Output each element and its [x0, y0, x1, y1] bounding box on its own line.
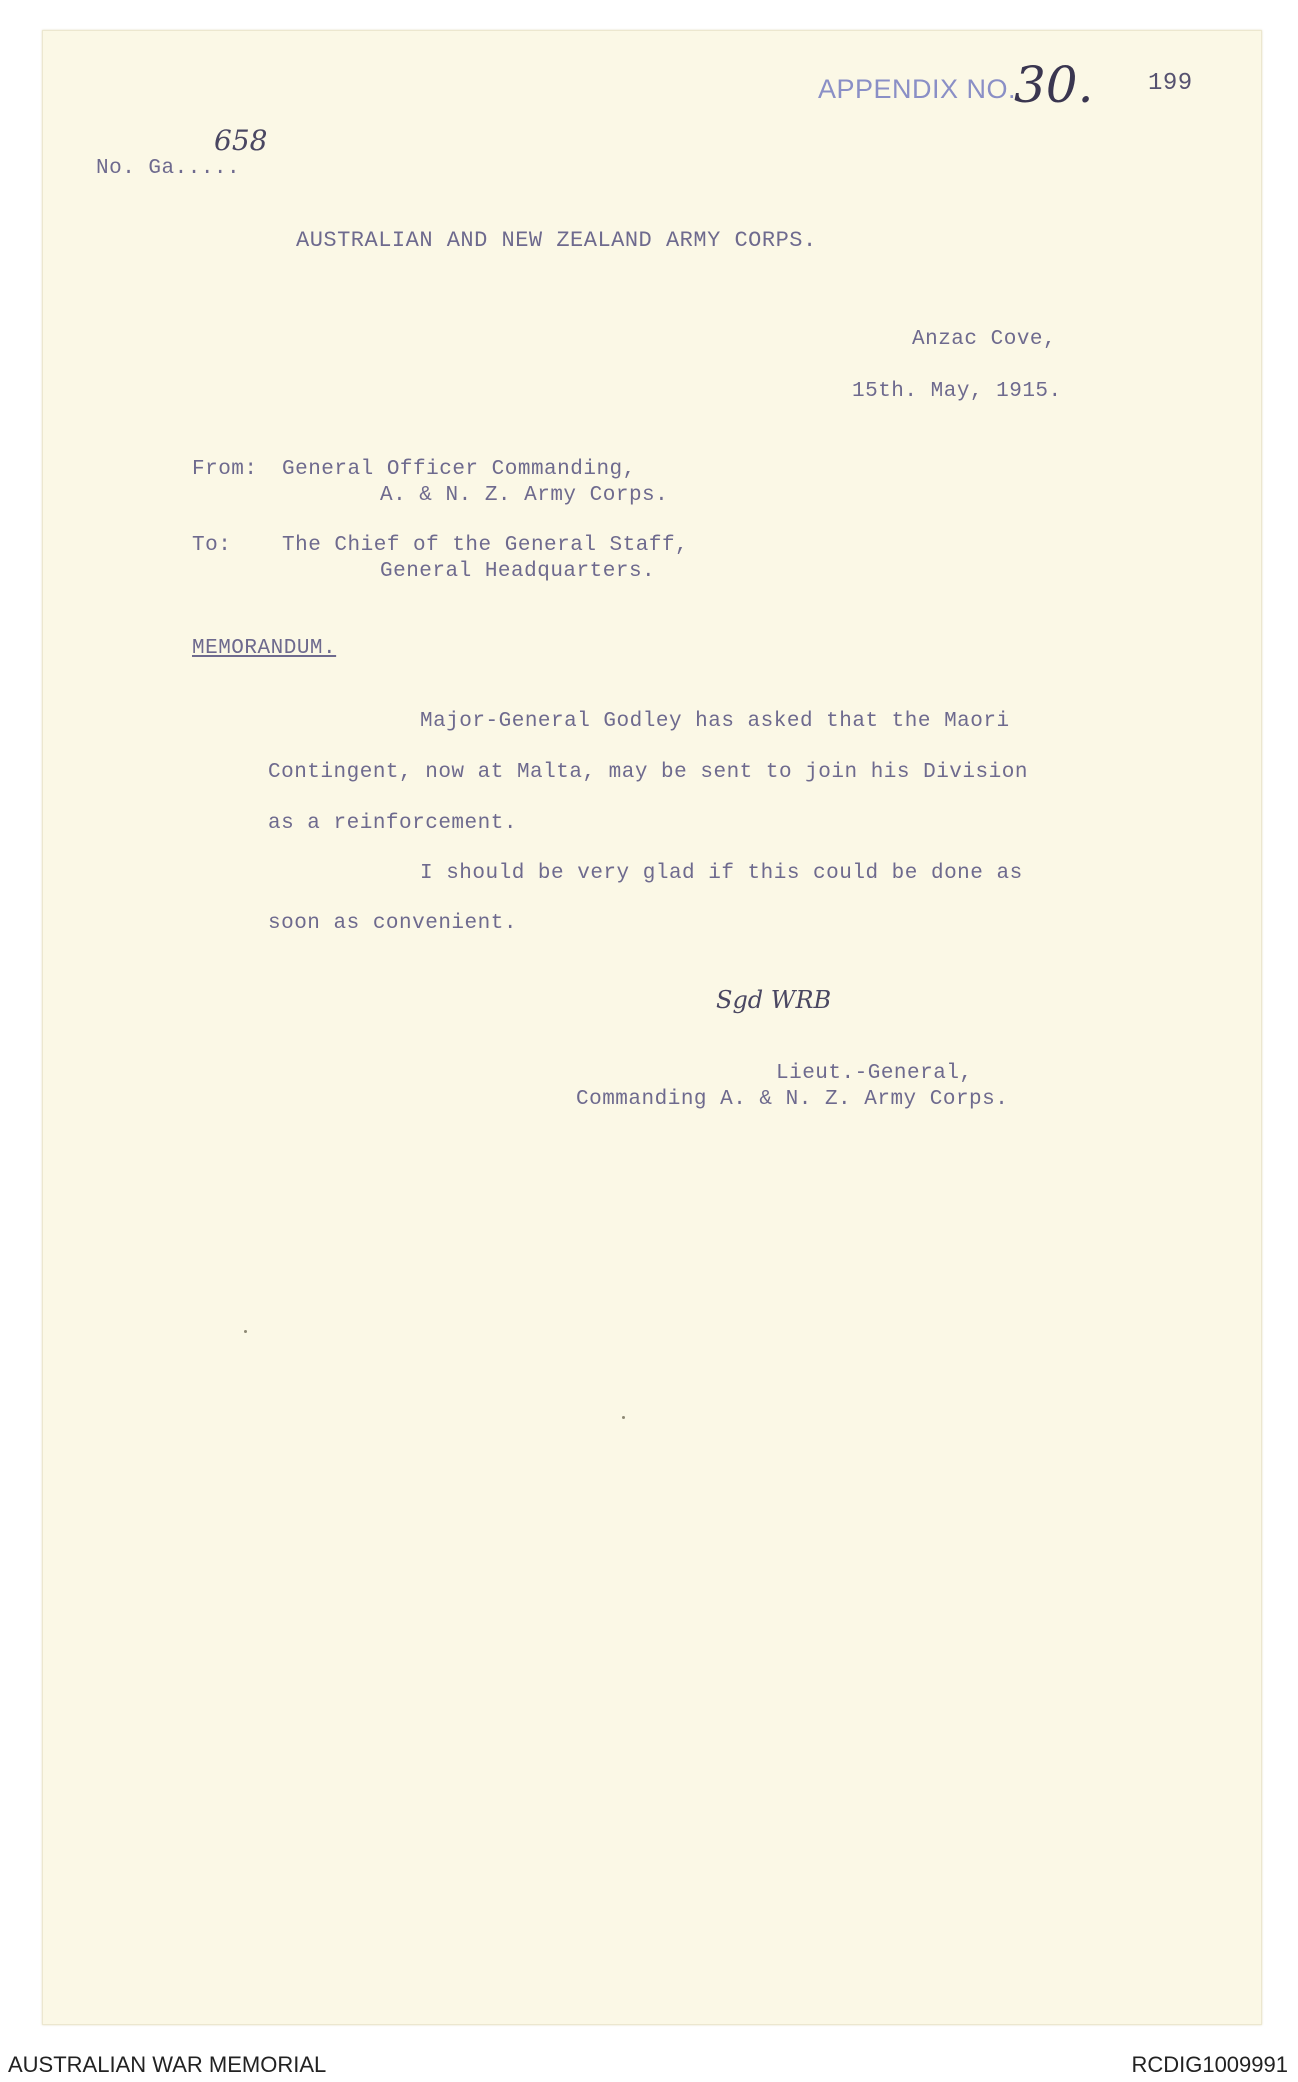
handwritten-signature: Sgd WRB — [716, 986, 832, 1014]
to-line-1: The Chief of the General Staff, — [282, 534, 689, 557]
place: Anzac Cove, — [912, 328, 1057, 351]
appendix-stamp-label: APPENDIX NO. — [818, 74, 1017, 104]
organisation-heading: AUSTRALIAN AND NEW ZEALAND ARMY CORPS. — [296, 228, 817, 253]
footer-catalogue-id: RCDIG1009991 — [1131, 2052, 1288, 2077]
memorandum-heading: MEMORANDUM. — [192, 637, 337, 660]
footer-institution: AUSTRALIAN WAR MEMORIAL — [8, 2052, 327, 2077]
reference-prefix: No. Ga..... — [96, 157, 241, 180]
body-paragraph-2-line-1: I should be very glad if this could be done as — [420, 862, 1023, 885]
from-line-2: A. & N. Z. Army Corps. — [380, 484, 669, 507]
paper-speck — [622, 1416, 625, 1419]
from-label: From: — [192, 458, 258, 481]
date: 15th. May, 1915. — [852, 380, 1062, 403]
appendix-number: 30. — [1014, 56, 1094, 114]
to-label: To: — [192, 534, 232, 557]
body-paragraph-1-line-2: Contingent, now at Malta, may be sent to join his Division — [268, 761, 1028, 784]
paper-speck — [244, 1330, 247, 1333]
body-paragraph-1-line-3: as a reinforcement. — [268, 812, 517, 835]
body-paragraph-1-line-1: Major-General Godley has asked that the Maori — [420, 710, 1010, 733]
signatory-title: Commanding A. & N. Z. Army Corps. — [576, 1088, 1009, 1111]
page-number: 199 — [1148, 70, 1193, 97]
signatory-rank: Lieut.-General, — [776, 1062, 973, 1085]
reference-number: 658 — [214, 124, 268, 157]
from-line-1: General Officer Commanding, — [282, 458, 636, 481]
body-paragraph-2-line-2: soon as convenient. — [268, 912, 517, 935]
to-line-2: General Headquarters. — [380, 560, 656, 583]
document-page — [42, 30, 1262, 2025]
